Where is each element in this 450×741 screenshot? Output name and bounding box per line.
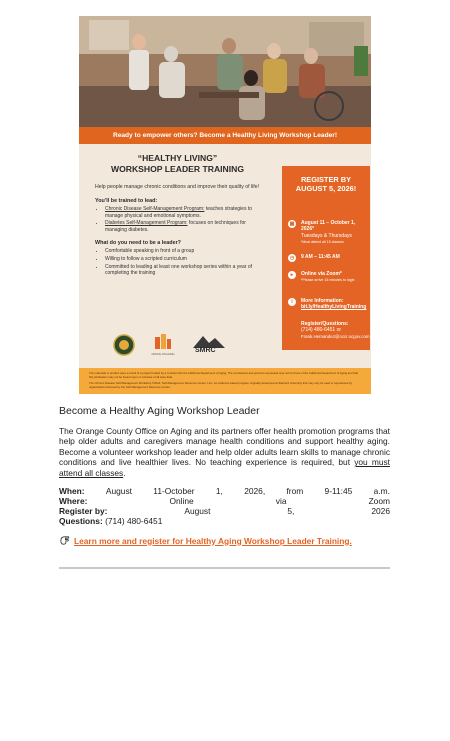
flyer-intro: Help people manage chronic conditions and improve their quality of life! <box>95 184 260 190</box>
register-cta[interactable] <box>59 535 352 546</box>
learn-more-register-link[interactable]: Learn more and register for Healthy Aging Workshop Leader Training. <box>74 535 352 546</box>
flyer-disclaimer: The materials or product were a result of a project funded by a contract with the California Department of Aging. The conclusions and opinions expressed may not be those of the California Department of Aging and that this publication may not be bound upon or inclusive of all case data. The Chronic Disease Self-Management Workshop ©2023, Self-Management Resource Center, LLC. An evidence-based program originally developed at Stanford University that may only be used or reproduced by organizations licensed by the Self-Management Resource Center. <box>79 368 371 394</box>
detail-register-by: Register by: August 5, 2026 <box>59 506 390 516</box>
trained-list <box>95 206 260 233</box>
divider <box>59 567 390 569</box>
pointer-hand-icon <box>59 535 70 546</box>
register-questions: Register/Questions: (714) 480-6451 or Frank.Hernandez@occr.ocgov.com <box>301 321 370 339</box>
calendar-icon: ▦ <box>289 221 295 227</box>
register-time: ◷ 9 AM – 11:45 AM <box>289 254 340 261</box>
smrc-label: SMRC <box>195 347 216 354</box>
register-info: i More Information: bit.ly/HealthyLivingTraining <box>288 298 368 311</box>
partner-logos: OFFICE ON AGING SMRC <box>113 334 233 360</box>
list-item: • Comfortable speaking in front of a group <box>105 248 260 255</box>
video-icon: ▸ <box>288 271 296 279</box>
list-item: • Diabetes Self-Management Program: focuses on techniques for managing diabetes. <box>105 220 260 233</box>
register-dates: ▦ August 11 – October 1, 2026* Tuesdays & Thursdays *Must attend all 15 classes <box>289 220 356 245</box>
list-item: • Chronic Disease Self-Management Program: teaches strategies to manage physical and emotional symptoms. <box>105 206 260 219</box>
detail-when: When: August 11-October 1, 2026, from 9-11:45 a.m. <box>59 486 390 496</box>
attend-all-classes-text: you must attend all classes <box>59 457 391 478</box>
county-seal-icon <box>113 334 135 356</box>
info-icon: i <box>288 298 296 306</box>
register-mode: ▸ Online via Zoom* *Please arrive 15 minutes to login <box>288 271 368 284</box>
list-item: • Willing to follow a scripted curriculum <box>105 256 260 263</box>
flyer-photo-group-of-older-adults <box>79 16 371 127</box>
flyer-banner: Ready to empower others? Become a Healthy Living Workshop Leader! <box>79 127 371 144</box>
clock-icon: ◷ <box>289 255 295 261</box>
article-paragraph: The Orange County Office on Aging and its partners offer health promotion programs that help older adults and caregivers manage health conditions and support healthy aging. Become a volunteer workshop leader and help older adults learn skills to manage chronic conditions and live healthier lives. No teaching experience is required, but you must attend all classes. <box>59 426 391 478</box>
need-list <box>95 248 260 276</box>
flyer-title: “HEALTHY LIVING” WORKSHOP LEADER TRAINING <box>110 153 245 174</box>
detail-where: Where: Online via Zoom <box>59 496 390 506</box>
article-headline: Become a Healthy Aging Workshop Leader <box>59 405 260 417</box>
need-heading: What do you need to be a leader? <box>95 240 181 247</box>
office-on-aging-logo-icon <box>153 334 173 350</box>
register-title: REGISTER BY AUGUST 5, 2026! <box>295 175 357 193</box>
trained-heading: You’ll be trained to lead: <box>95 198 158 204</box>
register-box <box>282 166 370 350</box>
flyer-left-column <box>95 153 260 278</box>
event-flyer-image[interactable] <box>79 16 371 394</box>
list-item: • Committed to leading at least one workshop series within a year of completing the training <box>105 264 260 277</box>
detail-questions: Questions: (714) 480-6451 <box>59 516 163 526</box>
